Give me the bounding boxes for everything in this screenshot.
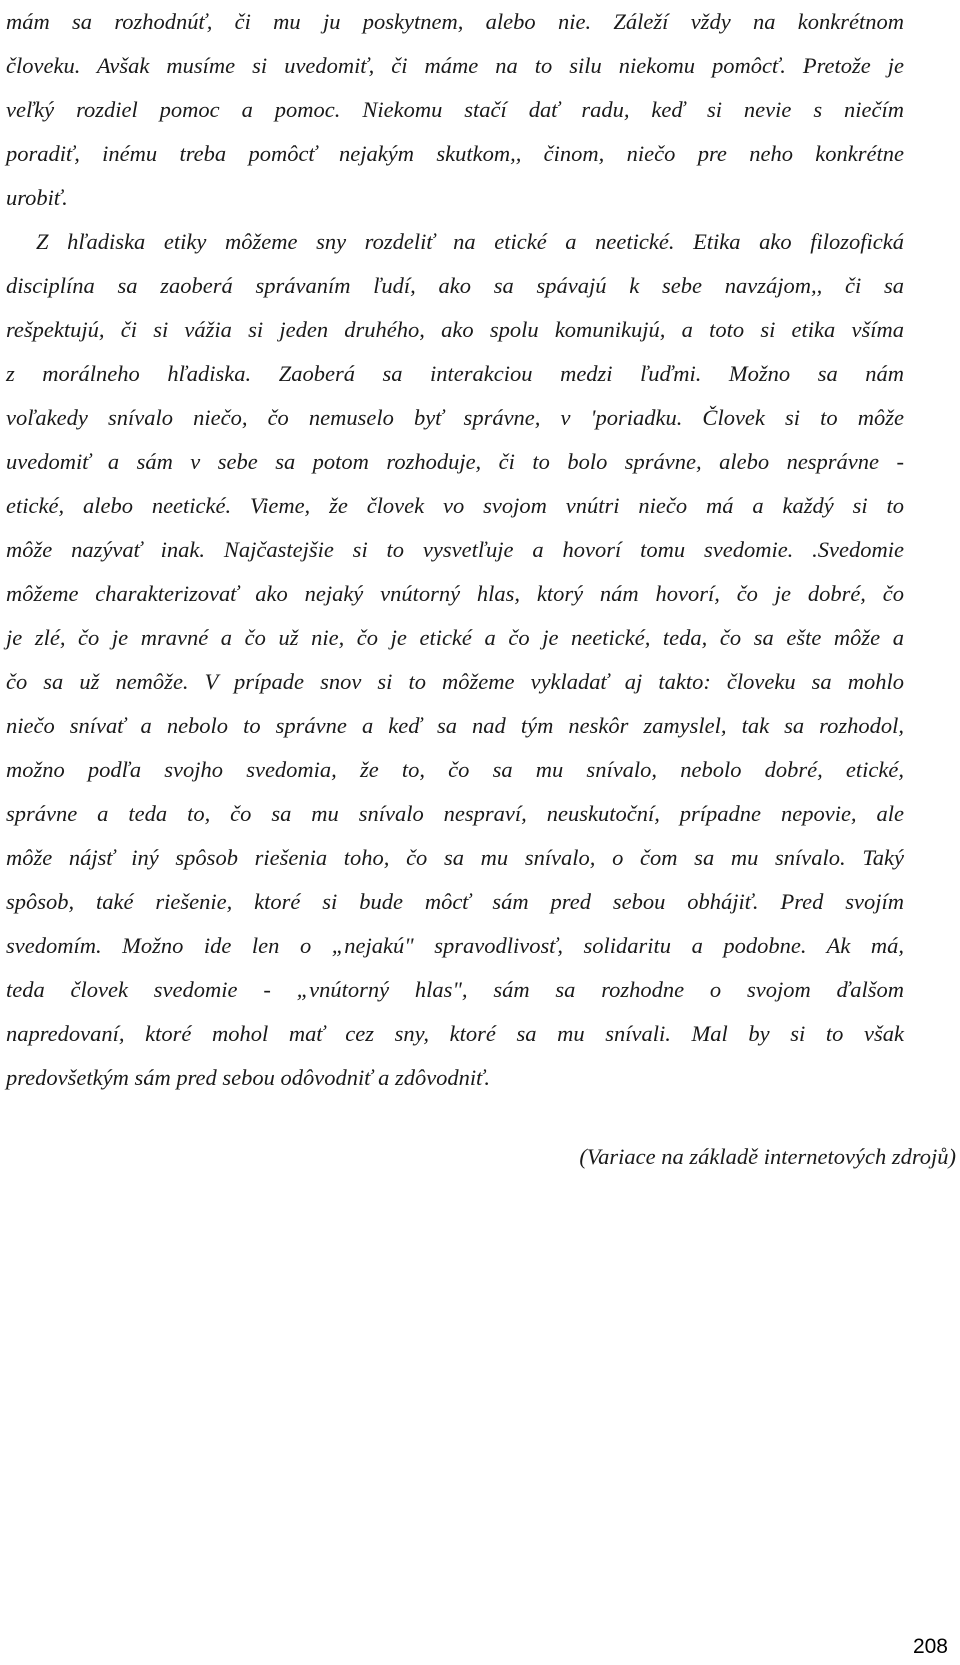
text-line: uvedomiť a sám v sebe sa potom rozhoduje, či to bolo správne, alebo nesprávne - (6, 449, 904, 474)
text-line: človeku. Avšak musíme si uvedomiť, či máme na to silu niekomu pomôcť. Pretože je (6, 53, 904, 78)
page-number: 208 (912, 1635, 948, 1658)
text-line: disciplína sa zaoberá správaním ľudí, ako sa spávajú k sebe navzájom,, či sa (6, 273, 904, 298)
text-line: predovšetkým sám pred sebou odôvodniť a zdôvodniť. (6, 1065, 490, 1090)
text-line: mám sa rozhodnúť, či mu ju poskytnem, alebo nie. Záleží vždy na konkrétnom (6, 9, 904, 34)
document-page (6, 0, 904, 1100)
text-line: rešpektujú, či si vážia si jeden druhého, ako spolu komunikujú, a toto si etika všíma (6, 317, 904, 342)
text-line: môže nazývať inak. Najčastejšie si to vysvetľuje a hovorí tomu svedomie. .Svedomie (6, 537, 904, 562)
text-line: teda človek svedomie - „vnútorný hlas", sám sa rozhodne o svojom ďalšom (6, 977, 904, 1002)
text-line: správne a teda to, čo sa mu snívalo nespraví, neuskutoční, prípadne nepovie, ale (6, 801, 904, 826)
text-line: z morálneho hľadiska. Zaoberá sa interakciou medzi ľuďmi. Možno sa nám (6, 361, 904, 386)
source-citation: (Variace na základě internetových zdrojů) (579, 1144, 956, 1169)
text-line: možno podľa svojho svedomia, že to, čo sa mu snívalo, nebolo dobré, etické, (6, 757, 904, 782)
text-line: čo sa už nemôže. V prípade snov si to môžeme vykladať aj takto: človeku sa mohlo (6, 669, 904, 694)
text-line: urobiť. (6, 185, 68, 210)
text-line: Z hľadiska etiky môžeme sny rozdeliť na etické a neetické. Etika ako filozofická (36, 229, 904, 254)
text-line: poradiť, inému treba pomôcť nejakým skutkom,, činom, niečo pre neho konkrétne (6, 141, 904, 166)
text-line: môžeme charakterizovať ako nejaký vnútorný hlas, ktorý nám hovorí, čo je dobré, čo (6, 581, 904, 606)
text-line: je zlé, čo je mravné a čo už nie, čo je etické a čo je neetické, teda, čo sa ešte môže a (6, 625, 904, 650)
text-line: niečo snívať a nebolo to správne a keď sa nad tým neskôr zamyslel, tak sa rozhodol, (6, 713, 904, 738)
text-line: etické, alebo neetické. Vieme, že človek vo svojom vnútri niečo má a každý si to (6, 493, 904, 518)
text-line: svedomím. Možno ide len o „nejakú" spravodlivosť, solidaritu a podobne. Ak má, (6, 933, 904, 958)
text-line: veľký rozdiel pomoc a pomoc. Niekomu stačí dať radu, keď si nevie s niečím (6, 97, 904, 122)
text-line: spôsob, také riešenie, ktoré si bude môcť sám pred sebou obhájiť. Pred svojím (6, 889, 904, 914)
text-line: môže nájsť iný spôsob riešenia toho, čo sa mu snívalo, o čom sa mu snívalo. Taký (6, 845, 904, 870)
text-line: voľakedy snívalo niečo, čo nemuselo byť správne, v 'poriadku. Človek si to môže (6, 405, 904, 430)
text-line: napredovaní, ktoré mohol mať cez sny, ktoré sa mu snívali. Mal by si to však (6, 1021, 904, 1046)
body-text (6, 0, 904, 1100)
